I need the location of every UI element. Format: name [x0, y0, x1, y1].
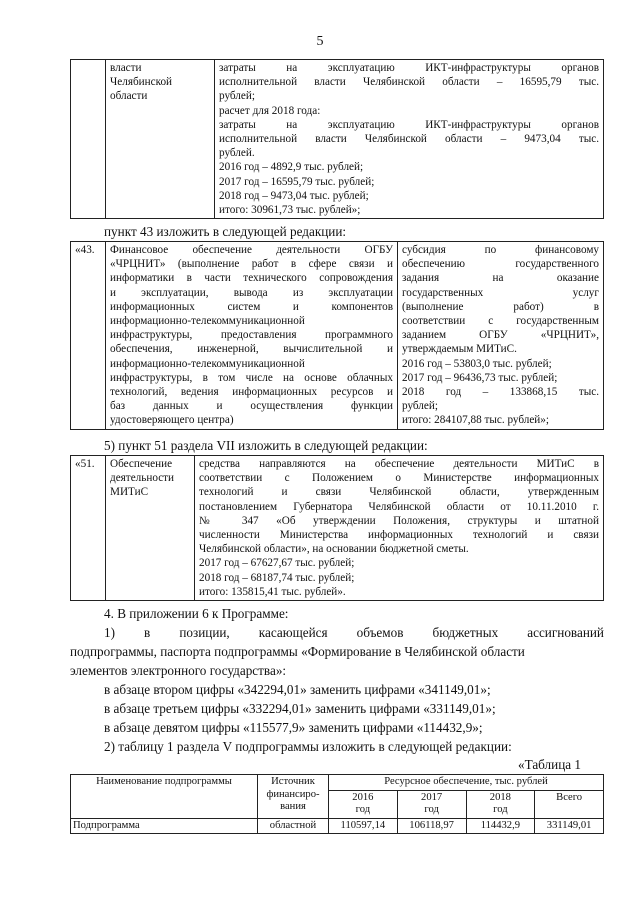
text-line: Челябинской	[110, 76, 173, 89]
text-line: деятельности	[110, 472, 175, 485]
text-line: соответствии с государственным	[402, 315, 599, 328]
text-line: 2018 год – 133868,15 тыс.	[402, 386, 599, 399]
table-cell-empty	[71, 60, 106, 219]
table-cell-description	[215, 60, 604, 219]
text-line: утверждаемым МИТиС.	[402, 343, 517, 356]
text-line: Финансовое обеспечение деятельности ОГБУ	[110, 244, 393, 256]
text-line: затраты на эксплуатацию ИКТ-инфраструктуры органов	[219, 118, 599, 131]
text-line: информационно-телекоммуникационной	[110, 315, 305, 328]
table-cell-description	[106, 242, 398, 430]
text-line: № 347 «Об утверждении Положения, структуры и штатной	[199, 514, 599, 527]
header-total: Всего	[535, 790, 604, 818]
row-source: областной	[258, 818, 329, 834]
text-line: области	[110, 90, 148, 103]
table-cell-description	[195, 456, 604, 601]
table-cell-name	[106, 456, 195, 601]
paragraph-abzac-9: в абзаце девятом цифры «115577,9» заменить цифрами «114432,9»;	[104, 720, 483, 735]
paragraph-1-line-2: подпрограммы, паспорта подпрограммы «Формирование в Челябинской области	[70, 644, 525, 659]
text-line: итого: 135815,41 тыс. рублей».	[199, 585, 346, 598]
header-funding-source: Источник финансиро- вания	[258, 775, 329, 819]
row-name: Подпрограмма	[71, 818, 258, 834]
text-line: информационно-телекоммуникационной	[110, 357, 305, 370]
text-line: 2018 год – 68187,74 тыс. рублей;	[199, 571, 355, 584]
text-line: технологий, ведения информационных ресурсов и	[110, 386, 393, 399]
row-value-2016: 110597,14	[329, 818, 398, 834]
text-line: государственных услуг	[402, 286, 599, 299]
paragraph-1-line-3: элементов электронного государства»:	[70, 663, 287, 678]
table-row	[71, 818, 604, 834]
text-line: инфраструктуры, предоставления программного	[110, 329, 393, 342]
text-line: обеспечения, инженерной, вычислительной и	[110, 343, 393, 356]
header-subprogram-name: Наименование подпрограммы	[71, 775, 258, 819]
text-line: постановлением Губернатора Челябинской области от 10.11.2010 г.	[199, 500, 599, 513]
paragraph-item-43: пункт 43 изложить в следующей редакции:	[104, 224, 347, 239]
header-year-2017: 2017 год	[397, 790, 466, 818]
text-line: задания на оказание	[402, 272, 599, 285]
text-line: удостоверяющего центра)	[110, 414, 234, 427]
table-cell-name	[106, 60, 215, 219]
header-year-2018: 2018 год	[466, 790, 535, 818]
text-line: обеспечению государственного	[402, 258, 599, 271]
paragraph-abzac-3: в абзаце третьем цифры «332294,01» заменить цифрами «331149,01»;	[104, 701, 496, 716]
text-line: 2017 год – 16595,79 тыс. рублей;	[219, 175, 375, 188]
paragraph-abzac-2: в абзаце втором цифры «342294,01» заменить цифрами «341149,01»;	[104, 682, 491, 697]
table-cell-number: «43.	[71, 242, 106, 430]
text-line: власти	[110, 62, 142, 74]
text-line: инфраструктуры, в том числе на основе облачных	[110, 371, 393, 384]
row-value-2018: 114432,9	[466, 818, 535, 834]
text-line: итого: 284107,88 тыс. рублей»;	[402, 414, 549, 427]
text-line: 2016 год – 53803,0 тыс. рублей;	[402, 357, 552, 370]
text-line: рублей;	[219, 90, 255, 103]
text-line: 2017 год – 96436,73 тыс. рублей;	[402, 371, 558, 384]
text-line: информатики в части технического сопровождения	[110, 272, 393, 285]
text-line: (выполнение работ) в	[402, 300, 599, 313]
text-line: Обеспечение	[110, 458, 173, 470]
table-item-51	[70, 455, 604, 601]
text-line: заданием ОГБУ «ЧРЦНИТ»,	[402, 329, 599, 342]
header-year-2016: 2016 год	[329, 790, 398, 818]
text-line: «ЧРЦНИТ» (выполнение работ в сфере связи и	[110, 258, 393, 271]
text-line: исполнительной власти Челябинской области – 9473,04 тыс.	[219, 133, 599, 146]
text-line: 2018 год – 9473,04 тыс. рублей;	[219, 189, 369, 202]
paragraph-appendix-6: 4. В приложении 6 к Программе:	[104, 606, 289, 621]
text-line: итого: 30961,73 тыс. рублей»;	[219, 204, 361, 217]
table-cell-number: «51.	[71, 456, 106, 601]
row-value-2017: 106118,97	[397, 818, 466, 834]
text-line: исполнительной власти Челябинской области – 16595,79 тыс.	[219, 76, 599, 89]
table-caption: «Таблица 1	[518, 757, 581, 772]
row-value-total: 331149,01	[535, 818, 604, 834]
table-cell-funding	[398, 242, 604, 430]
paragraph-2: 2) таблицу 1 раздела V подпрограммы изложить в следующей редакции:	[104, 739, 512, 754]
text-line: баз данных и осуществления функции	[110, 400, 393, 413]
text-line: 2017 год – 67627,67 тыс. рублей;	[199, 557, 355, 570]
table-item-43	[70, 241, 604, 430]
paragraph-1-line-1: 1) в позиции, касающейся объемов бюджетных ассигнований	[104, 625, 604, 640]
text-line: технологий и связи Челябинской области, утвержденным	[199, 486, 599, 499]
page-number: 5	[316, 34, 324, 49]
header-resource: Ресурсное обеспечение, тыс. рублей	[329, 775, 604, 791]
text-line: средства направляются на обеспечение деятельности МИТиС в	[199, 458, 599, 470]
text-line: соответствии с Положением о Министерстве информационных	[199, 472, 599, 485]
text-line: МИТиС	[110, 486, 149, 499]
resource-table	[70, 774, 604, 834]
text-line: субсидия по финансовому	[402, 244, 599, 256]
text-line: информационных систем и компонентов	[110, 300, 393, 313]
text-line: и эксплуатации, вывода из эксплуатации	[110, 286, 393, 299]
text-line: затраты на эксплуатацию ИКТ-инфраструктуры органов	[219, 62, 599, 74]
text-line: Челябинской области», на основании бюджетной сметы.	[199, 543, 469, 556]
paragraph-item-51: 5) пункт 51 раздела VII изложить в следующей редакции:	[104, 438, 428, 453]
text-line: 2016 год – 4892,9 тыс. рублей;	[219, 161, 364, 174]
text-line: рублей;	[402, 400, 438, 413]
text-line: расчет для 2018 года:	[219, 104, 321, 117]
table-item-continuation	[70, 59, 604, 219]
text-line: рублей.	[219, 147, 255, 160]
text-line: численности Министерства информационных технологий и связи	[199, 529, 599, 542]
